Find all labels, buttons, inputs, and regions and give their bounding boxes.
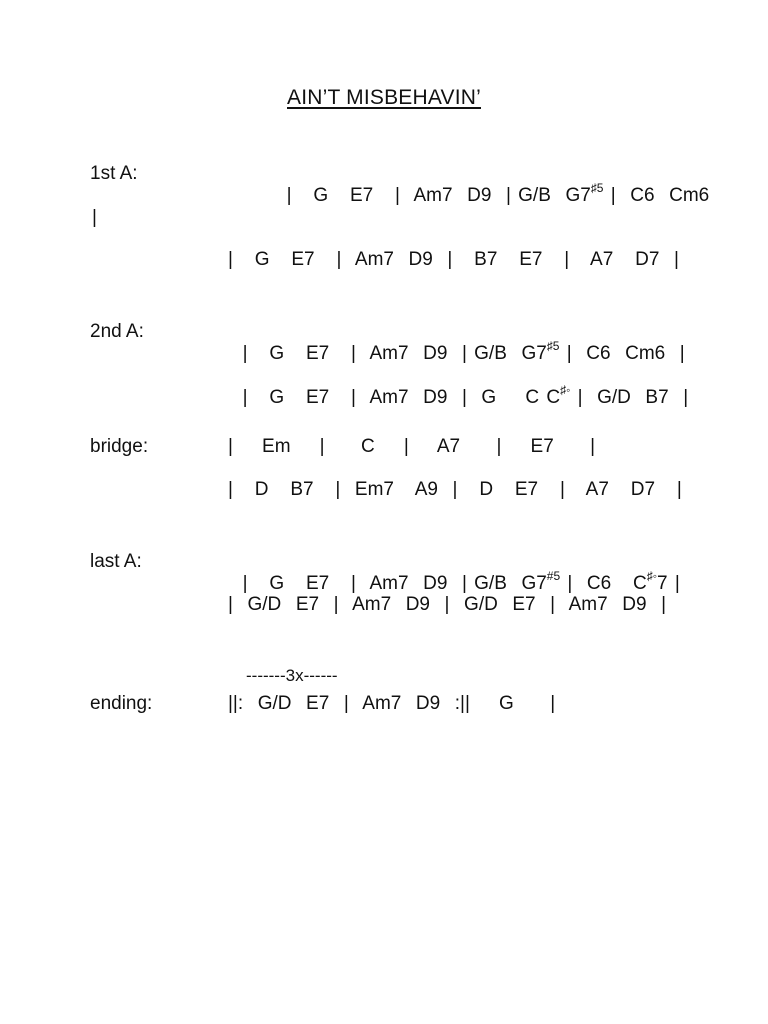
chord-text: | G E7 | Am7 D9 | G/B G7 <box>242 573 547 594</box>
chord-line-first-a-wrap: | <box>92 207 97 228</box>
chord-line-last-a-1 <box>228 551 680 595</box>
chord-line-first-a-1 <box>272 163 709 207</box>
repeat-note: -------3x------ <box>246 666 338 685</box>
section-label-second-a: 2nd A: <box>90 321 144 342</box>
chord-superscript: ♯◦ <box>560 383 571 397</box>
section-label-last-a: last A: <box>90 551 142 572</box>
chord-line-bridge-1: | Em | C | A7 | E7 | <box>228 436 596 457</box>
chord-line-first-a-2: | G E7 | Am7 D9 | B7 E7 | A7 D7 | <box>228 249 679 270</box>
chord-superscript: #5 <box>546 569 561 583</box>
chord-superscript: ♯5 <box>546 339 560 353</box>
chord-text: | C6 Cm6 <box>603 185 710 206</box>
chord-text: | G/D B7 | <box>570 387 689 408</box>
chord-superscript: ♯◦ <box>646 569 658 583</box>
chord-line-second-a-1 <box>228 321 685 365</box>
chord-text: | G E7 | Am7 D9 | G/B G7 <box>242 343 547 364</box>
chord-superscript: ♯5 <box>590 181 604 195</box>
section-label-bridge: bridge: <box>90 436 149 457</box>
page-title: AIN’T MISBEHAVIN’ <box>287 86 481 109</box>
chord-line-second-a-2 <box>228 365 688 409</box>
section-label-ending: ending: <box>90 693 153 714</box>
section-label-first-a: 1st A: <box>90 163 138 184</box>
chord-line-bridge-2: | D B7 | Em7 A9 | D E7 | A7 D7 | <box>228 479 682 500</box>
chord-text: | G E7 | Am7 D9 | G C C <box>242 387 561 408</box>
chord-text: | C6 Cm6 | <box>559 343 685 364</box>
chord-text: | G E7 | Am7 D9 | G/B G7 <box>286 185 591 206</box>
chord-line-last-a-2: | G/D E7 | Am7 D9 | G/D E7 | Am7 D9 | <box>228 594 667 615</box>
chord-text: 7 | <box>657 573 680 594</box>
chord-text: | C6 C <box>560 573 647 594</box>
chord-line-ending-1: ||: G/D E7 | Am7 D9 :|| G | <box>228 693 556 714</box>
